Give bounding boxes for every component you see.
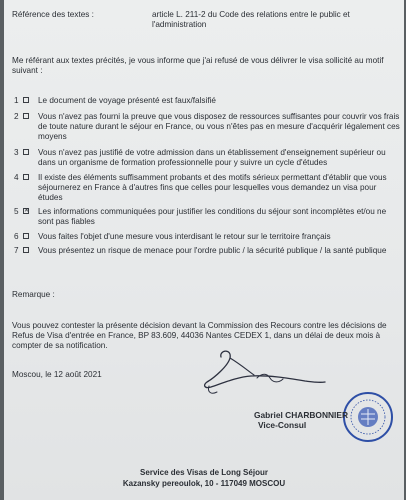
reason-number: 3 [14,148,19,157]
signer-block [254,410,348,430]
footer-address: Kazansky pereoulok, 10 - 117049 MOSCOU [122,479,286,488]
signer-title: Vice-Consul [258,420,307,430]
reason-number: 2 [14,112,19,121]
remarque-label: Remarque : [12,290,55,299]
reason-checkbox-checked: ✕ [24,208,30,214]
reason-checkbox [23,97,29,103]
reason-checkbox [23,149,29,155]
reason-number: 6 [14,232,19,241]
reason-number: 5 [14,207,19,216]
appeal-paragraph: Vous pouvez contester la présente décision devant la Commission des Recours contre les décisions de Refus de Visa d'entrée en France, BP 83.609, 44036 Nantes CEDEX 1, dans un délai de deux mois à compter de sa notification. [12,321,387,350]
reason-text: Le document de voyage présenté est faux/falsifié [38,96,216,105]
date-line: Moscou, le 12 août 2021 [12,370,102,379]
reason-text: Vous faites l'objet d'une mesure vous interdisant le retour sur le territoire français [38,232,331,241]
reason-text: Vous n'avez pas justifié de votre admission dans un établissement d'enseignement supérieur ou dans un organisme de formation professionnelle pour y suivre un cycle d'études [38,148,386,167]
signer-name: Gabriel CHARBONNIER [254,410,348,420]
reason-text: Les informations communiquées pour justifier les conditions du séjour sont incomplètes et/ou ne sont pas fiables [38,207,387,226]
reason-number: 7 [14,246,19,255]
reason-number: 4 [14,173,19,182]
reason-checkbox [23,174,29,180]
refusal-letter-page [4,0,404,500]
reason-text: Vous présentez un risque de menace pour l'ordre public / la sécurité publique / la santé publique [38,246,387,255]
footer-service-name: Service des Visas de Long Séjour [140,468,268,477]
reason-checkbox [23,113,29,119]
reason-number: 1 [14,96,19,105]
reason-checkbox [23,247,29,253]
handwritten-signature [199,345,339,415]
reason-text: Vous n'avez pas fourni la preuve que vous disposez de ressources suffisantes pour couvrir vos frais de toute nature durant le séjour en France, ou vous n'êtes pas en mesure d'acquérir légalement ces moyens [38,112,400,141]
reason-text: Il existe des éléments suffisamment probants et des motifs sérieux permettant d'établir que vous séjournerez en France à d'autres fins que celles pour lesquelles vous demandez un visa pour études [38,173,387,202]
reason-checkbox [23,233,29,239]
intro-paragraph: Me référant aux textes précités, je vous informe que j'ai refusé de vous délivrer le visa sollicité au motif suivant : [12,56,384,75]
reference-label: Référence des textes : [12,10,94,19]
reference-value: article L. 211-2 du Code des relations entre le public et l'administration [152,10,350,29]
